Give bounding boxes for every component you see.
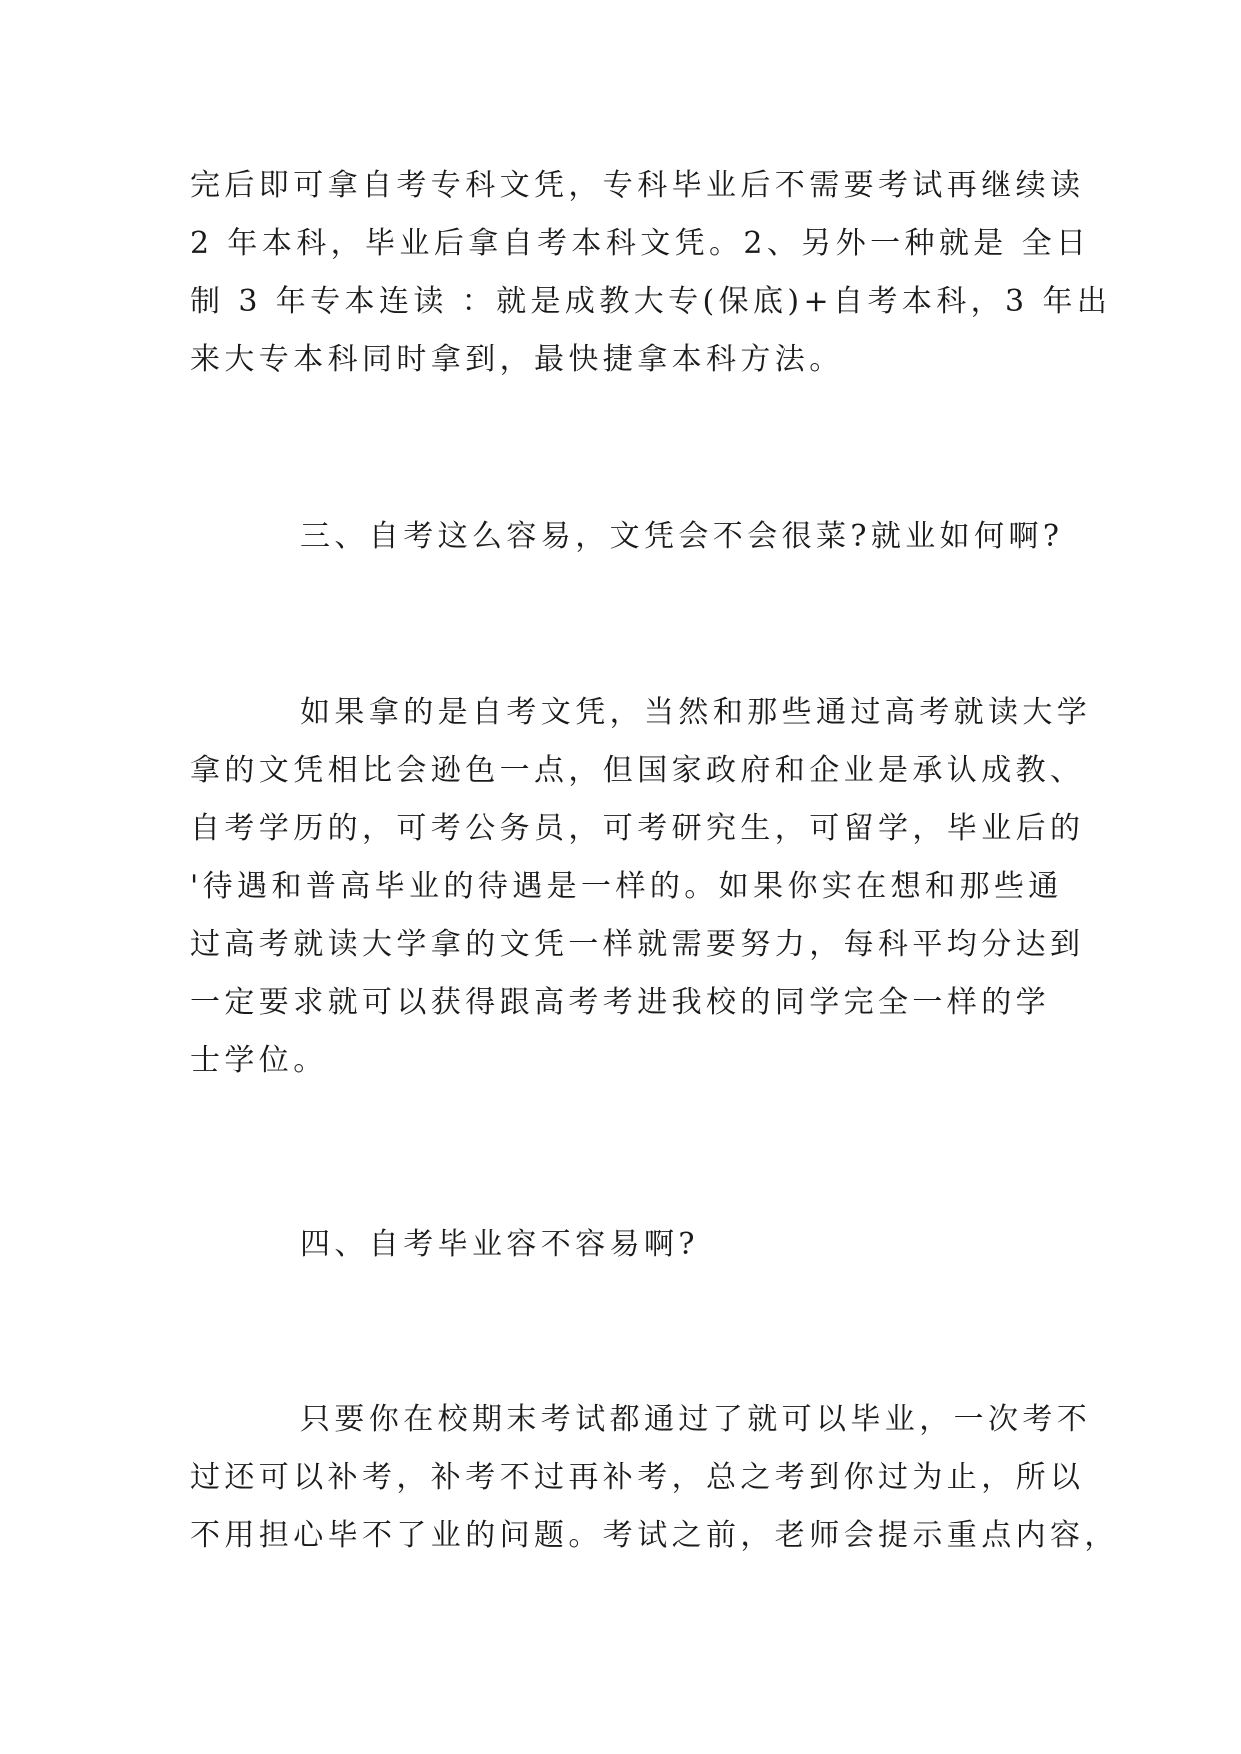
section-heading-text: 三、自考这么容易，文凭会不会很菜?就业如何啊? [300,519,1064,554]
section-heading-3 [190,508,1064,566]
section-heading-4 [190,1216,1060,1274]
paragraph-line: 2 年本科，毕业后拿自考本科文凭。2、另外一种就是 全日 [190,226,1091,261]
paragraph-diploma-value [190,684,1092,1090]
paragraph-line: 自考学历的，可考公务员，可考研究生，可留学，毕业后的 [190,811,1085,846]
paragraph-line: 过高考就读大学拿的文凭一样就需要努力，每科平均分达到 [190,927,1085,962]
section-heading-text: 四、自考毕业容不容易啊? [300,1227,699,1262]
paragraph-line: 不用担心毕不了业的问题。考试之前，老师会提示重点内容， [190,1518,1119,1553]
paragraph-graduation [190,1391,1119,1565]
paragraph-line: 来大专本科同时拿到，最快捷拿本科方法。 [190,342,844,377]
paragraph-line: '待遇和普高毕业的待遇是一样的。如果你实在想和那些通 [190,869,1063,904]
paragraph-line: 士学位。 [190,1043,328,1078]
paragraph-line: 如果拿的是自考文凭，当然和那些通过高考就读大学 [300,695,1092,730]
paragraph-line: 一定要求就可以获得跟高考考进我校的同学完全一样的学 [190,985,1050,1020]
paragraph-line: 完后即可拿自考专科文凭，专科毕业后不需要考试再继续读 [190,168,1085,203]
paragraph-line: 制 3 年专本连读 ：就是成教大专(保底)+自考本科，3 年出 [190,284,1112,319]
paragraph-line: 过还可以补考，补考不过再补考，总之考到你过为止，所以 [190,1460,1085,1495]
paragraph-line: 拿的文凭相比会逊色一点，但国家政府和企业是承认成教、 [190,753,1085,788]
paragraph-study-paths [190,157,1112,389]
paragraph-line: 只要你在校期末考试都通过了就可以毕业，一次考不 [300,1402,1092,1437]
